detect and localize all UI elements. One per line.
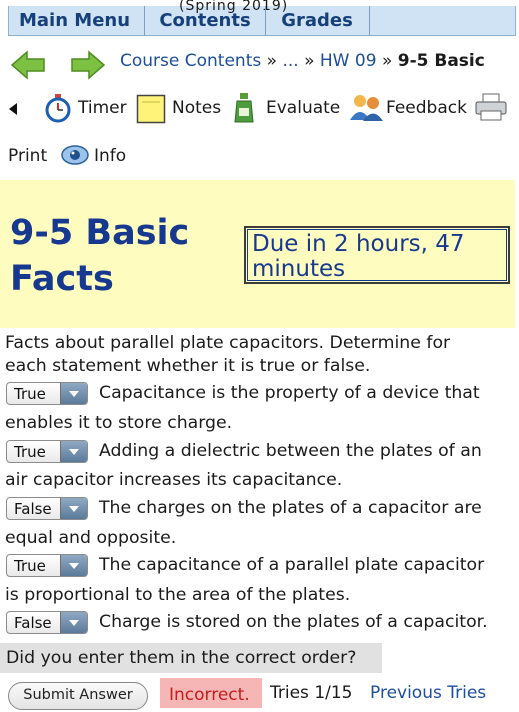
statement-2-text-cont: air capacitor increases its capacitance. <box>5 470 343 490</box>
feedback-link[interactable]: Feedback <box>386 98 467 118</box>
notes-link[interactable]: Notes <box>172 98 222 118</box>
tab-main-menu[interactable]: Main Menu <box>9 6 145 35</box>
order-question: Did you enter them in the correct order? <box>0 643 382 673</box>
top-nav-bar <box>8 0 516 36</box>
statement-4-text: The capacitance of a parallel plate capacitor <box>99 555 485 575</box>
answer-select-5[interactable] <box>6 611 88 634</box>
breadcrumb-current: 9-5 Basic <box>397 51 485 71</box>
timer-link[interactable]: Timer <box>78 98 127 118</box>
answer-select-value: False <box>14 500 52 518</box>
info-eye-icon[interactable] <box>60 142 90 172</box>
statement-3-text: The charges on the plates of a capacitor are <box>99 498 482 518</box>
breadcrumb-course-contents[interactable]: Course Contents <box>120 51 262 71</box>
answer-select-4[interactable] <box>6 554 88 577</box>
feedback-people-icon[interactable] <box>349 92 385 126</box>
breadcrumb-separator: » <box>304 51 315 71</box>
answer-select-value: True <box>14 557 46 575</box>
page-title <box>10 210 240 302</box>
chevron-down-icon <box>60 383 87 404</box>
chevron-down-icon <box>60 612 87 633</box>
chevron-down-icon <box>60 441 87 462</box>
breadcrumb-hw[interactable]: HW 09 <box>319 51 377 71</box>
statement-1-text-cont: enables it to store charge. <box>5 413 233 433</box>
tab-contents[interactable]: Contents <box>145 6 266 35</box>
breadcrumb-ellipsis[interactable]: ... <box>282 51 299 71</box>
statement-4-text-cont: is proportional to the area of the plates. <box>5 585 351 605</box>
notes-icon[interactable] <box>136 94 166 128</box>
statement-3-text-cont: equal and opposite. <box>5 528 177 548</box>
back-arrow-icon[interactable] <box>10 50 46 80</box>
status-badge: Incorrect. <box>160 678 262 708</box>
evaluate-link[interactable]: Evaluate <box>266 98 341 118</box>
stopwatch-icon[interactable] <box>44 93 72 127</box>
breadcrumb-separator: » <box>381 51 393 71</box>
answer-select-value: True <box>14 443 46 461</box>
answer-select-1[interactable] <box>6 382 88 405</box>
forward-arrow-icon[interactable] <box>70 50 106 80</box>
answer-select-3[interactable] <box>6 497 88 520</box>
intro-line2: each statement whether it is true or false. <box>5 356 371 376</box>
page-title-line2: Facts <box>10 259 114 299</box>
previous-tries-link[interactable]: Previous Tries <box>370 683 487 703</box>
breadcrumb <box>120 51 485 71</box>
tries-count: Tries 1/15 <box>270 683 353 703</box>
statement-2-text: Adding a dielectric between the plates of an <box>99 441 482 461</box>
print-link[interactable]: Print <box>8 146 48 166</box>
tab-grades[interactable]: Grades <box>265 6 370 35</box>
intro-line1: Facts about parallel plate capacitors. Determine for <box>5 333 451 353</box>
info-link[interactable]: Info <box>94 146 127 166</box>
submit-answer-button[interactable]: Submit Answer <box>8 682 148 710</box>
course-term-label: (Spring 2019) <box>179 0 289 14</box>
breadcrumb-separator: » <box>266 51 278 71</box>
collapse-triangle-icon[interactable] <box>8 101 18 120</box>
answer-select-2[interactable] <box>6 440 88 463</box>
answer-select-value: False <box>14 614 52 632</box>
due-date-box: Due in 2 hours, 47 minutes <box>244 226 510 284</box>
page-title-line1: 9-5 Basic <box>10 213 190 253</box>
chevron-down-icon <box>60 555 87 576</box>
evaluate-bottle-icon[interactable] <box>231 92 257 128</box>
printer-icon[interactable] <box>474 92 508 126</box>
statement-1-text: Capacitance is the property of a device that <box>99 383 480 403</box>
answer-select-value: True <box>14 385 46 403</box>
statement-5-text: Charge is stored on the plates of a capacitor. <box>99 612 488 632</box>
chevron-down-icon <box>60 498 87 519</box>
